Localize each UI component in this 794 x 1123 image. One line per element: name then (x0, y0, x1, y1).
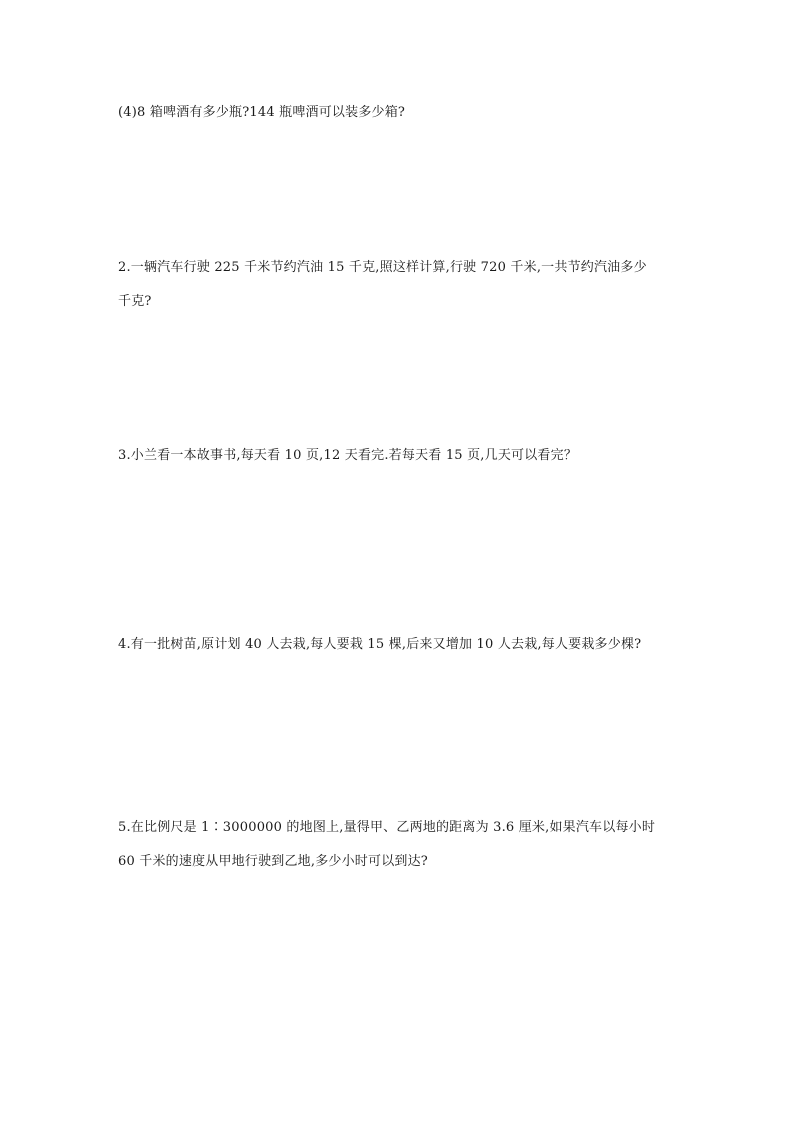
question-text-line: 2.一辆汽车行驶 225 千米节约汽油 15 千克,照这样计算,行驶 720 千米,一共节约汽油多少 (118, 260, 647, 275)
question-4 (118, 628, 678, 662)
question-5 (118, 811, 678, 879)
question-text-line: 3.小兰看一本故事书,每天看 10 页,12 天看完.若每天看 15 页,几天可以看完？ (118, 448, 578, 463)
question-text-line: 60 千米的速度从甲地行驶到乙地,多少小时可以到达? (118, 854, 428, 869)
question-text-line: 4.有一批树苗,原计划 40 人去栽,每人要栽 15 棵,后来又增加 10 人去栽,每人要栽多少棵? (118, 637, 642, 652)
question-3 (118, 439, 678, 473)
question-text-line: (4)8 箱啤酒有多少瓶?144 瓶啤酒可以装多少箱? (118, 105, 406, 120)
question-1-4 (118, 96, 678, 130)
question-text-line: 5.在比例尺是 1∶3000000 的地图上,量得甲、乙两地的距离为 3.6 厘米,如果汽车以每小时 (118, 820, 656, 835)
question-2 (118, 251, 678, 319)
question-text-line: 千克? (118, 294, 152, 309)
